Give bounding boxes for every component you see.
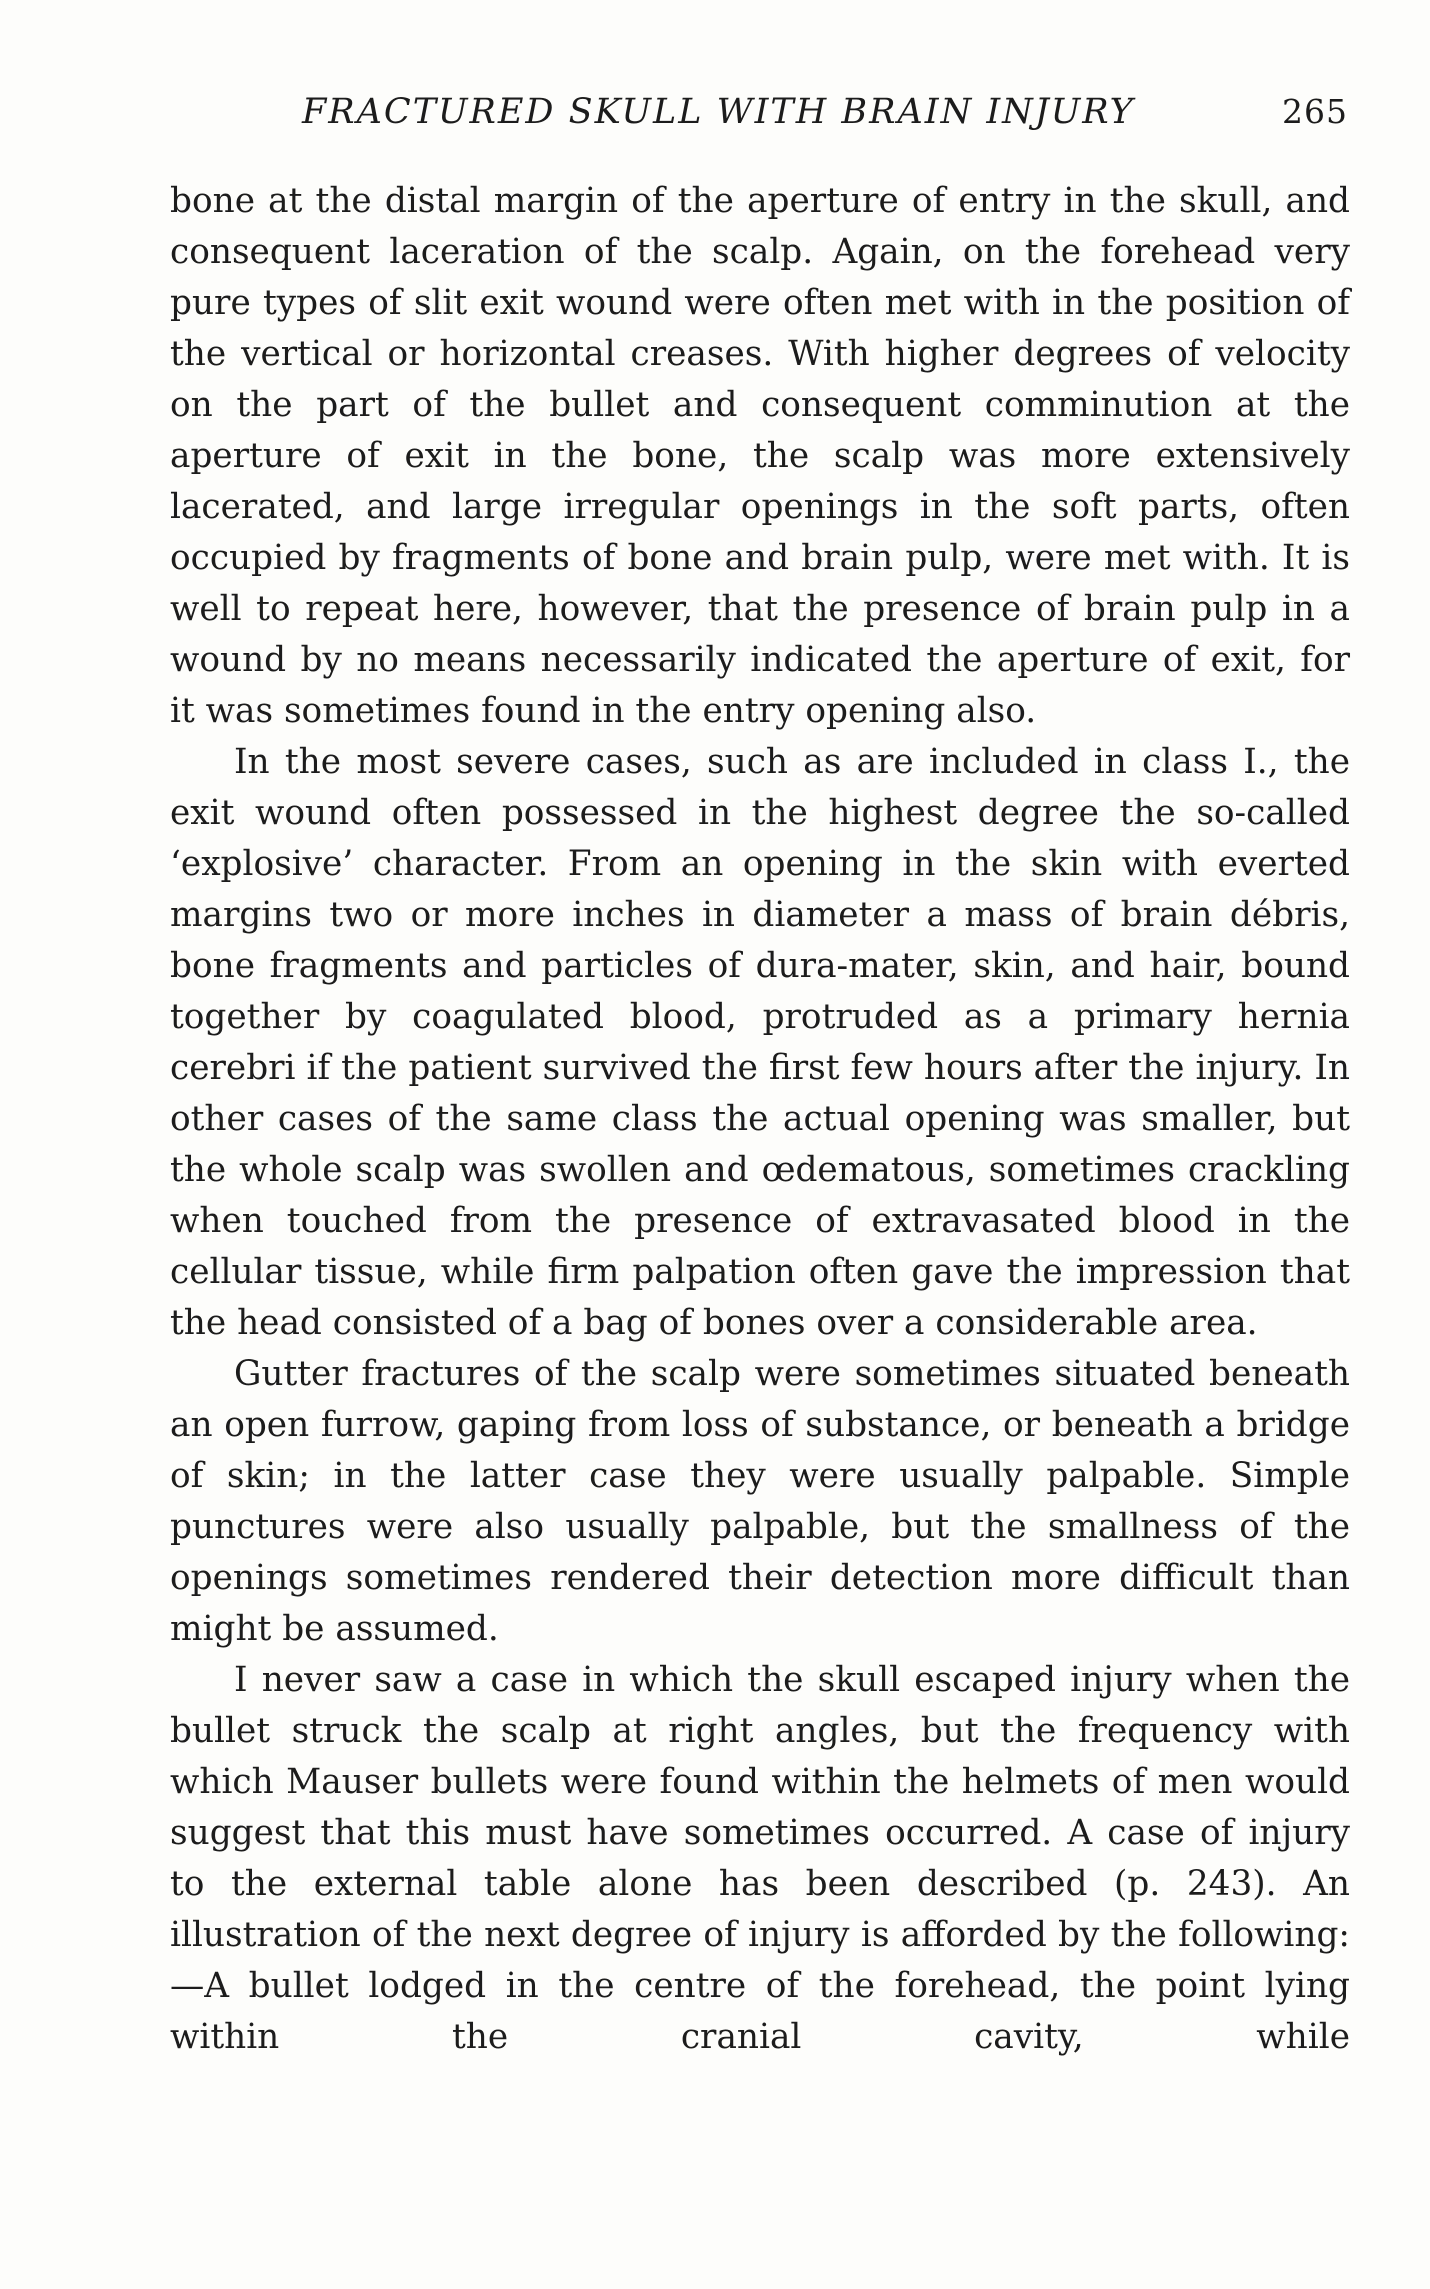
paragraph-2: In the most severe cases, such as are included in class I., the exit wound often possessed in the highest degree the so-called ‘explosive’ character. From an opening in the skin with everted margins two or more inches in diameter a mass of brain débris, bone fragments and particles of dura-mater, skin, and hair, bound together by coagulated blood, protruded as a primary hernia cerebri if the patient survived the first few hours after the injury. In other cases of the same class the actual opening was smaller, but the whole scalp was swollen and œdematous, sometimes crackling when touched from the presence of extravasated blood in the cellular tissue, while firm palpation often gave the impression that the head consisted of a bag of bones over a considerable area. bbox=[170, 742, 1350, 1343]
running-title: FRACTURED SKULL WITH BRAIN INJURY bbox=[302, 92, 1135, 132]
paragraph-3: Gutter fractures of the scalp were sometimes situated beneath an open furrow, gaping from loss of substance, or beneath a bridge of skin; in the latter case they were usually palpable. Simple punctures were also usually palpable, but the smallness of the openings sometimes rendered their detection more difficult than might be assumed. bbox=[170, 1354, 1350, 1649]
page-body bbox=[170, 176, 1350, 2063]
paragraph-4: I never saw a case in which the skull escaped injury when the bullet struck the scalp at right angles, but the frequency with which Mauser bullets were found within the helmets of men would suggest that this must have sometimes occurred. A case of injury to the external table alone has been described (p. 243). An illustration of the next degree of injury is afforded by the following:—A bullet lodged in the centre of the forehead, the point lying within the cranial cavity, while bbox=[170, 1660, 1350, 2057]
page-number: 265 bbox=[1282, 92, 1348, 131]
page-header bbox=[168, 92, 1348, 142]
paragraph-1: bone at the distal margin of the aperture of entry in the skull, and consequent laceration of the scalp. Again, on the forehead very pure types of slit exit wound were often met with in the position of the vertical or horizontal creases. With higher degrees of velocity on the part of the bullet and consequent comminution at the aperture of exit in the bone, the scalp was more extensively lacerated, and large irregular openings in the soft parts, often occupied by fragments of bone and brain pulp, were met with. It is well to repeat here, however, that the presence of brain pulp in a wound by no means necessarily indicated the aperture of exit, for it was sometimes found in the entry opening also. bbox=[170, 181, 1350, 731]
